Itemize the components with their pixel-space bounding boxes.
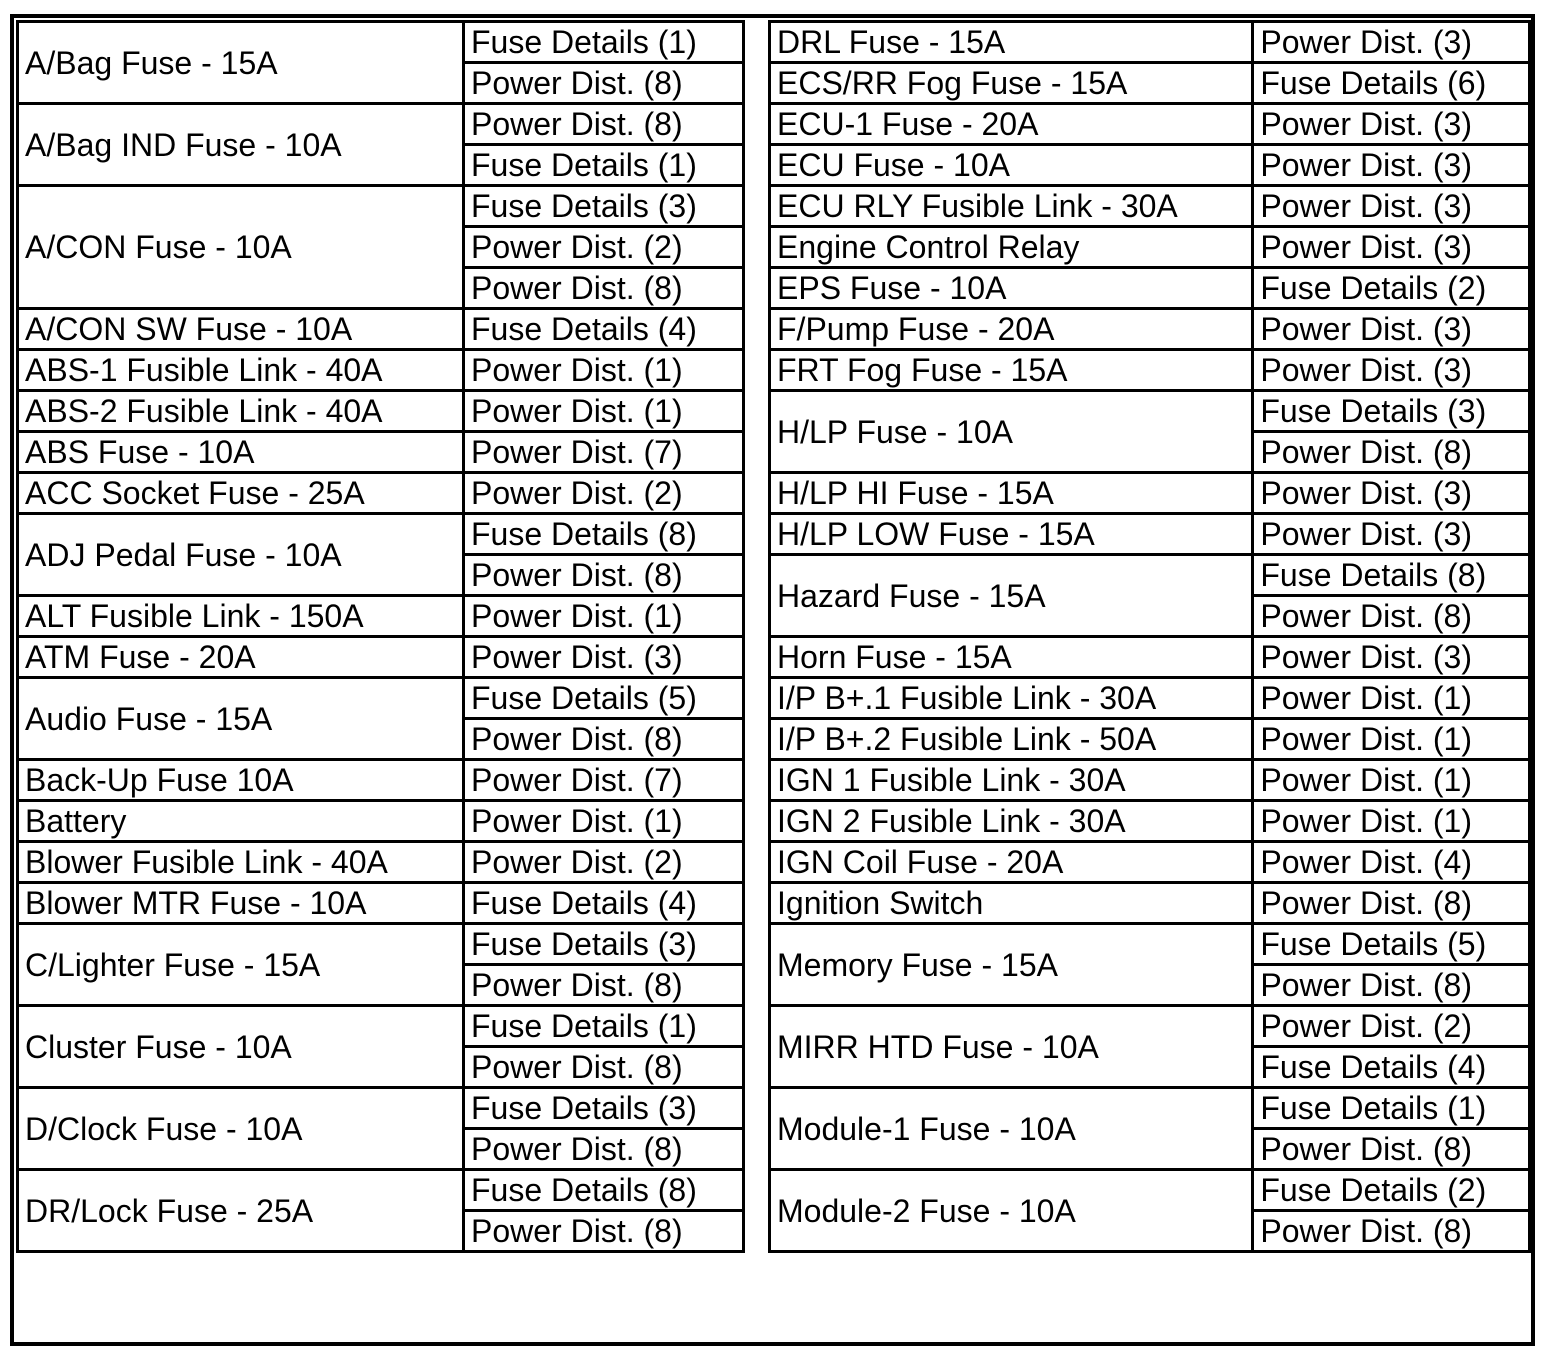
reference-cell: Power Dist. (8) — [464, 268, 744, 309]
component-name-cell: Horn Fuse - 15A — [770, 637, 1253, 678]
table-row — [18, 842, 744, 883]
component-name-cell: Memory Fuse - 15A — [770, 924, 1253, 1006]
reference-cell: Power Dist. (1) — [464, 801, 744, 842]
reference-cell: Fuse Details (1) — [464, 22, 744, 63]
reference-cell: Power Dist. (3) — [1253, 637, 1530, 678]
reference-cell: Power Dist. (3) — [1253, 309, 1530, 350]
table-row — [18, 678, 744, 719]
component-name-cell: DRL Fuse - 15A — [770, 22, 1253, 63]
table-row — [770, 719, 1530, 760]
table-row — [770, 145, 1530, 186]
component-name-cell: H/LP LOW Fuse - 15A — [770, 514, 1253, 555]
reference-cell: Power Dist. (8) — [464, 1211, 744, 1252]
table-row — [18, 596, 744, 637]
reference-cell: Power Dist. (1) — [1253, 719, 1530, 760]
table-row — [770, 104, 1530, 145]
component-name-cell: Ignition Switch — [770, 883, 1253, 924]
component-name-cell: ACC Socket Fuse - 25A — [18, 473, 464, 514]
table-row — [770, 637, 1530, 678]
reference-cell: Power Dist. (1) — [1253, 801, 1530, 842]
table-row — [18, 924, 744, 965]
component-name-cell: ECU Fuse - 10A — [770, 145, 1253, 186]
table-row — [770, 801, 1530, 842]
reference-cell: Power Dist. (3) — [1253, 350, 1530, 391]
reference-cell: Power Dist. (1) — [1253, 760, 1530, 801]
reference-cell: Power Dist. (3) — [1253, 473, 1530, 514]
component-name-cell: ALT Fusible Link - 150A — [18, 596, 464, 637]
component-name-cell: I/P B+.1 Fusible Link - 30A — [770, 678, 1253, 719]
table-row — [770, 1006, 1530, 1047]
reference-cell: Fuse Details (3) — [464, 924, 744, 965]
component-name-cell: H/LP HI Fuse - 15A — [770, 473, 1253, 514]
component-name-cell: F/Pump Fuse - 20A — [770, 309, 1253, 350]
reference-cell: Power Dist. (7) — [464, 432, 744, 473]
component-name-cell: EPS Fuse - 10A — [770, 268, 1253, 309]
component-name-cell: Back-Up Fuse 10A — [18, 760, 464, 801]
component-name-cell: MIRR HTD Fuse - 10A — [770, 1006, 1253, 1088]
reference-cell: Power Dist. (8) — [1253, 432, 1530, 473]
reference-cell: Power Dist. (8) — [464, 63, 744, 104]
component-name-cell: FRT Fog Fuse - 15A — [770, 350, 1253, 391]
component-name-cell: I/P B+.2 Fusible Link - 50A — [770, 719, 1253, 760]
reference-cell: Power Dist. (7) — [464, 760, 744, 801]
table-row — [18, 1170, 744, 1211]
table-row — [18, 473, 744, 514]
table-row — [770, 22, 1530, 63]
reference-cell: Fuse Details (4) — [464, 883, 744, 924]
fuse-index-table — [10, 14, 1535, 1346]
table-row — [18, 514, 744, 555]
reference-cell: Fuse Details (8) — [464, 1170, 744, 1211]
reference-cell: Power Dist. (1) — [464, 596, 744, 637]
component-name-cell: Module-1 Fuse - 10A — [770, 1088, 1253, 1170]
reference-cell: Fuse Details (2) — [1253, 268, 1530, 309]
component-name-cell: A/Bag IND Fuse - 10A — [18, 104, 464, 186]
table-row — [770, 924, 1530, 965]
component-name-cell: ECS/RR Fog Fuse - 15A — [770, 63, 1253, 104]
table-row — [770, 63, 1530, 104]
reference-cell: Power Dist. (8) — [464, 555, 744, 596]
reference-cell: Power Dist. (3) — [1253, 227, 1530, 268]
table-row — [18, 801, 744, 842]
reference-cell: Power Dist. (3) — [1253, 186, 1530, 227]
table-row — [18, 104, 744, 145]
component-name-cell: ABS-2 Fusible Link - 40A — [18, 391, 464, 432]
reference-cell: Power Dist. (8) — [1253, 596, 1530, 637]
table-row — [770, 514, 1530, 555]
reference-cell: Power Dist. (3) — [1253, 22, 1530, 63]
reference-cell: Power Dist. (8) — [464, 1129, 744, 1170]
reference-cell: Power Dist. (3) — [464, 637, 744, 678]
table-row — [770, 227, 1530, 268]
reference-cell: Power Dist. (1) — [1253, 678, 1530, 719]
reference-cell: Power Dist. (2) — [464, 473, 744, 514]
reference-cell: Power Dist. (1) — [464, 391, 744, 432]
reference-cell: Fuse Details (3) — [1253, 391, 1530, 432]
table-row — [770, 268, 1530, 309]
reference-cell: Power Dist. (2) — [464, 227, 744, 268]
component-name-cell: H/LP Fuse - 10A — [770, 391, 1253, 473]
table-row — [18, 1006, 744, 1047]
table-row — [770, 1170, 1530, 1211]
reference-cell: Power Dist. (3) — [1253, 104, 1530, 145]
reference-cell: Power Dist. (8) — [464, 1047, 744, 1088]
table-row — [18, 350, 744, 391]
reference-cell: Fuse Details (1) — [464, 1006, 744, 1047]
reference-cell: Power Dist. (8) — [464, 104, 744, 145]
component-name-cell: Battery — [18, 801, 464, 842]
component-name-cell: C/Lighter Fuse - 15A — [18, 924, 464, 1006]
component-name-cell: DR/Lock Fuse - 25A — [18, 1170, 464, 1252]
reference-cell: Fuse Details (5) — [464, 678, 744, 719]
component-name-cell: ADJ Pedal Fuse - 10A — [18, 514, 464, 596]
table-row — [18, 637, 744, 678]
component-name-cell: D/Clock Fuse - 10A — [18, 1088, 464, 1170]
table-row — [18, 760, 744, 801]
reference-cell: Fuse Details (4) — [1253, 1047, 1530, 1088]
table-row — [770, 555, 1530, 596]
component-name-cell: Engine Control Relay — [770, 227, 1253, 268]
reference-cell: Fuse Details (1) — [1253, 1088, 1530, 1129]
component-name-cell: Cluster Fuse - 10A — [18, 1006, 464, 1088]
table-row — [770, 760, 1530, 801]
reference-cell: Fuse Details (8) — [1253, 555, 1530, 596]
reference-cell: Power Dist. (8) — [1253, 1129, 1530, 1170]
table-row — [18, 391, 744, 432]
component-name-cell: IGN Coil Fuse - 20A — [770, 842, 1253, 883]
component-name-cell: A/CON SW Fuse - 10A — [18, 309, 464, 350]
table-row — [770, 678, 1530, 719]
column-divider — [742, 18, 764, 1342]
reference-cell: Power Dist. (8) — [464, 719, 744, 760]
table-row — [18, 1088, 744, 1129]
reference-cell: Power Dist. (3) — [1253, 145, 1530, 186]
reference-cell: Power Dist. (2) — [464, 842, 744, 883]
table-row — [18, 883, 744, 924]
table-row — [770, 1088, 1530, 1129]
fuse-table-left — [16, 20, 745, 1253]
table-row — [18, 309, 744, 350]
component-name-cell: IGN 2 Fusible Link - 30A — [770, 801, 1253, 842]
reference-cell: Fuse Details (8) — [464, 514, 744, 555]
component-name-cell: ABS Fuse - 10A — [18, 432, 464, 473]
reference-cell: Fuse Details (2) — [1253, 1170, 1530, 1211]
component-name-cell: Blower Fusible Link - 40A — [18, 842, 464, 883]
reference-cell: Power Dist. (8) — [464, 965, 744, 1006]
table-row — [770, 350, 1530, 391]
component-name-cell: Hazard Fuse - 15A — [770, 555, 1253, 637]
reference-cell: Power Dist. (1) — [464, 350, 744, 391]
table-row — [18, 186, 744, 227]
reference-cell: Power Dist. (8) — [1253, 1211, 1530, 1252]
table-row — [18, 432, 744, 473]
component-name-cell: A/Bag Fuse - 15A — [18, 22, 464, 104]
table-row — [770, 186, 1530, 227]
table-row — [770, 309, 1530, 350]
reference-cell: Fuse Details (6) — [1253, 63, 1530, 104]
reference-cell: Power Dist. (4) — [1253, 842, 1530, 883]
reference-cell: Power Dist. (2) — [1253, 1006, 1530, 1047]
component-name-cell: A/CON Fuse - 10A — [18, 186, 464, 309]
component-name-cell: ATM Fuse - 20A — [18, 637, 464, 678]
table-row — [770, 842, 1530, 883]
reference-cell: Fuse Details (3) — [464, 186, 744, 227]
reference-cell: Fuse Details (1) — [464, 145, 744, 186]
component-name-cell: Module-2 Fuse - 10A — [770, 1170, 1253, 1252]
component-name-cell: ECU RLY Fusible Link - 30A — [770, 186, 1253, 227]
component-name-cell: ECU-1 Fuse - 20A — [770, 104, 1253, 145]
reference-cell: Fuse Details (3) — [464, 1088, 744, 1129]
reference-cell: Fuse Details (5) — [1253, 924, 1530, 965]
component-name-cell: ABS-1 Fusible Link - 40A — [18, 350, 464, 391]
table-row — [18, 22, 744, 63]
reference-cell: Fuse Details (4) — [464, 309, 744, 350]
table-row — [770, 391, 1530, 432]
table-row — [770, 473, 1530, 514]
reference-cell: Power Dist. (8) — [1253, 883, 1530, 924]
fuse-table-right — [768, 20, 1531, 1253]
component-name-cell: IGN 1 Fusible Link - 30A — [770, 760, 1253, 801]
reference-cell: Power Dist. (3) — [1253, 514, 1530, 555]
component-name-cell: Audio Fuse - 15A — [18, 678, 464, 760]
reference-cell: Power Dist. (8) — [1253, 965, 1530, 1006]
component-name-cell: Blower MTR Fuse - 10A — [18, 883, 464, 924]
table-row — [770, 883, 1530, 924]
